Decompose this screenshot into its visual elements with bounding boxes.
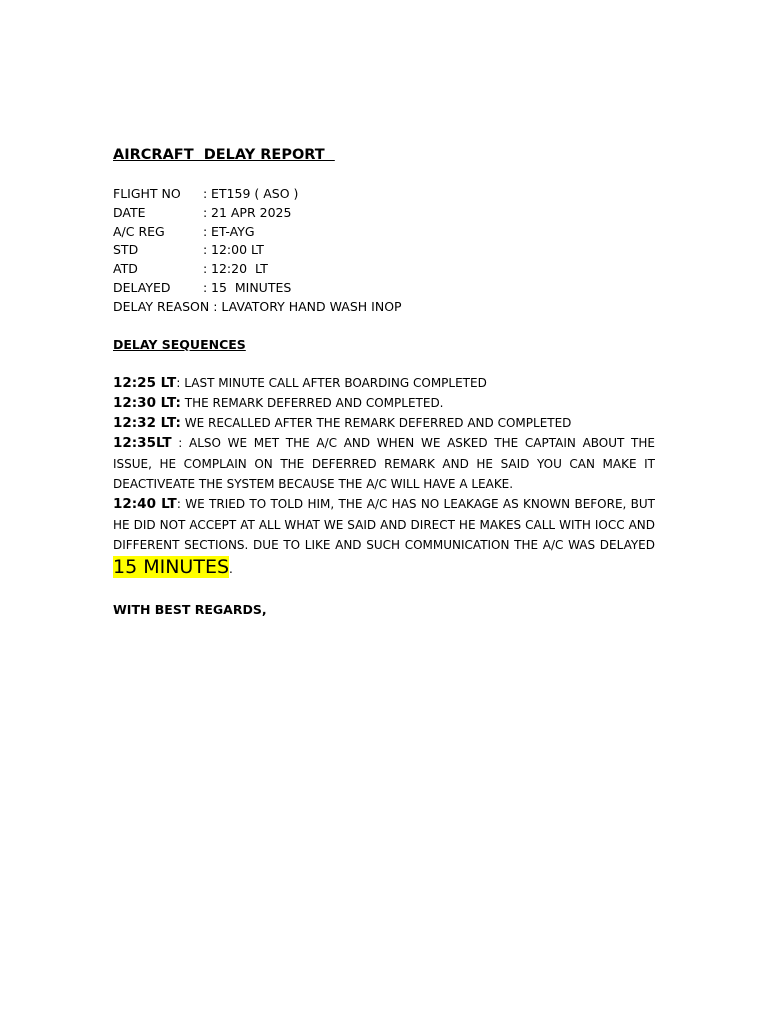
sequence-entry [113, 413, 655, 433]
report-title: AIRCRAFT DELAY REPORT [113, 147, 335, 163]
highlighted-delay: 15 MINUTES [113, 556, 230, 579]
delay-reason [113, 298, 655, 317]
field-separator: : [203, 242, 208, 258]
field-date [113, 204, 655, 223]
flight-details [113, 185, 655, 317]
sequence-text: WE RECALLED AFTER THE REMARK DEFERRED AND COMPLETED [180, 416, 572, 431]
sequence-entry [113, 433, 655, 494]
sequence-time: 12:35LT [113, 435, 172, 452]
sequence-entry [113, 373, 655, 393]
sequence-text: LAST MINUTE CALL AFTER BOARDING COMPLETED [180, 375, 487, 390]
field-label: DELAYED [113, 279, 171, 295]
closing-remark: WITH BEST REGARDS, [113, 601, 267, 617]
field-label: FLIGHT NO [113, 186, 181, 201]
field-value: 15 MINUTES [211, 279, 292, 295]
field-std [113, 241, 655, 260]
sequence-separator: : [176, 496, 181, 512]
delay-reason-value: LAVATORY HAND WASH INOP [221, 298, 402, 314]
field-separator: : [203, 279, 208, 295]
field-flight-no [113, 185, 655, 204]
sequence-text: THE REMARK DEFERRED AND COMPLETED. [180, 395, 444, 410]
field-separator: : [213, 298, 218, 314]
field-separator: : [203, 261, 208, 277]
field-label: DATE [113, 204, 146, 220]
sequence-tail: . [229, 562, 233, 577]
field-separator: : [203, 223, 208, 239]
sequence-text: WE TRIED TO TOLD HIM, THE A/C HAS NO LEAKAGE AS KNOWN BEFORE, BUT HE DID NOT ACCEPT AT ALL WHAT WE SAID AND DIRECT HE MAKES CALL WITH IOCC AND DIFFERENT SECTIONS. DUE TO LIKE AND SUCH COMMUNICATION THE A/C WAS DELAYED [113, 497, 656, 552]
sequence-entry [113, 494, 655, 579]
sequence-text: : ALSO WE MET THE A/C AND WHEN WE ASKED THE CAPTAIN ABOUT THE ISSUE, HE COMPLAIN ON THE DEFERRED REMARK AND HE SAID YOU CAN MAKE IT DEACTIVEATE THE SYSTEM BECAUSE THE A/C WILL HAVE A LEAKE. [113, 436, 655, 492]
field-value: 12:20 LT [211, 261, 268, 277]
field-separator: : [203, 204, 208, 220]
field-value: 12:00 LT [211, 242, 264, 258]
sequence-time: 12:30 LT: [113, 394, 181, 411]
sequence-list [113, 373, 655, 580]
field-atd [113, 260, 655, 279]
sequence-heading: DELAY SEQUENCES [113, 336, 246, 352]
field-ac-reg [113, 223, 655, 242]
sequence-time: 12:40 LT [113, 496, 177, 513]
sequence-separator: : [176, 374, 181, 390]
sequence-time: 12:25 LT [113, 374, 177, 391]
field-delayed [113, 279, 655, 298]
field-label: ATD [113, 261, 138, 277]
field-value: 21 APR 2025 [211, 204, 292, 220]
field-value: ET159 ( ASO ) [211, 186, 299, 201]
field-label: A/C REG [113, 223, 165, 239]
sequence-entry [113, 393, 655, 413]
delay-reason-label: DELAY REASON [113, 298, 210, 314]
field-separator: : [203, 186, 208, 201]
field-value: ET-AYG [211, 223, 255, 239]
sequence-time: 12:32 LT: [113, 415, 181, 432]
report-body [113, 145, 655, 620]
field-label: STD [113, 242, 139, 258]
